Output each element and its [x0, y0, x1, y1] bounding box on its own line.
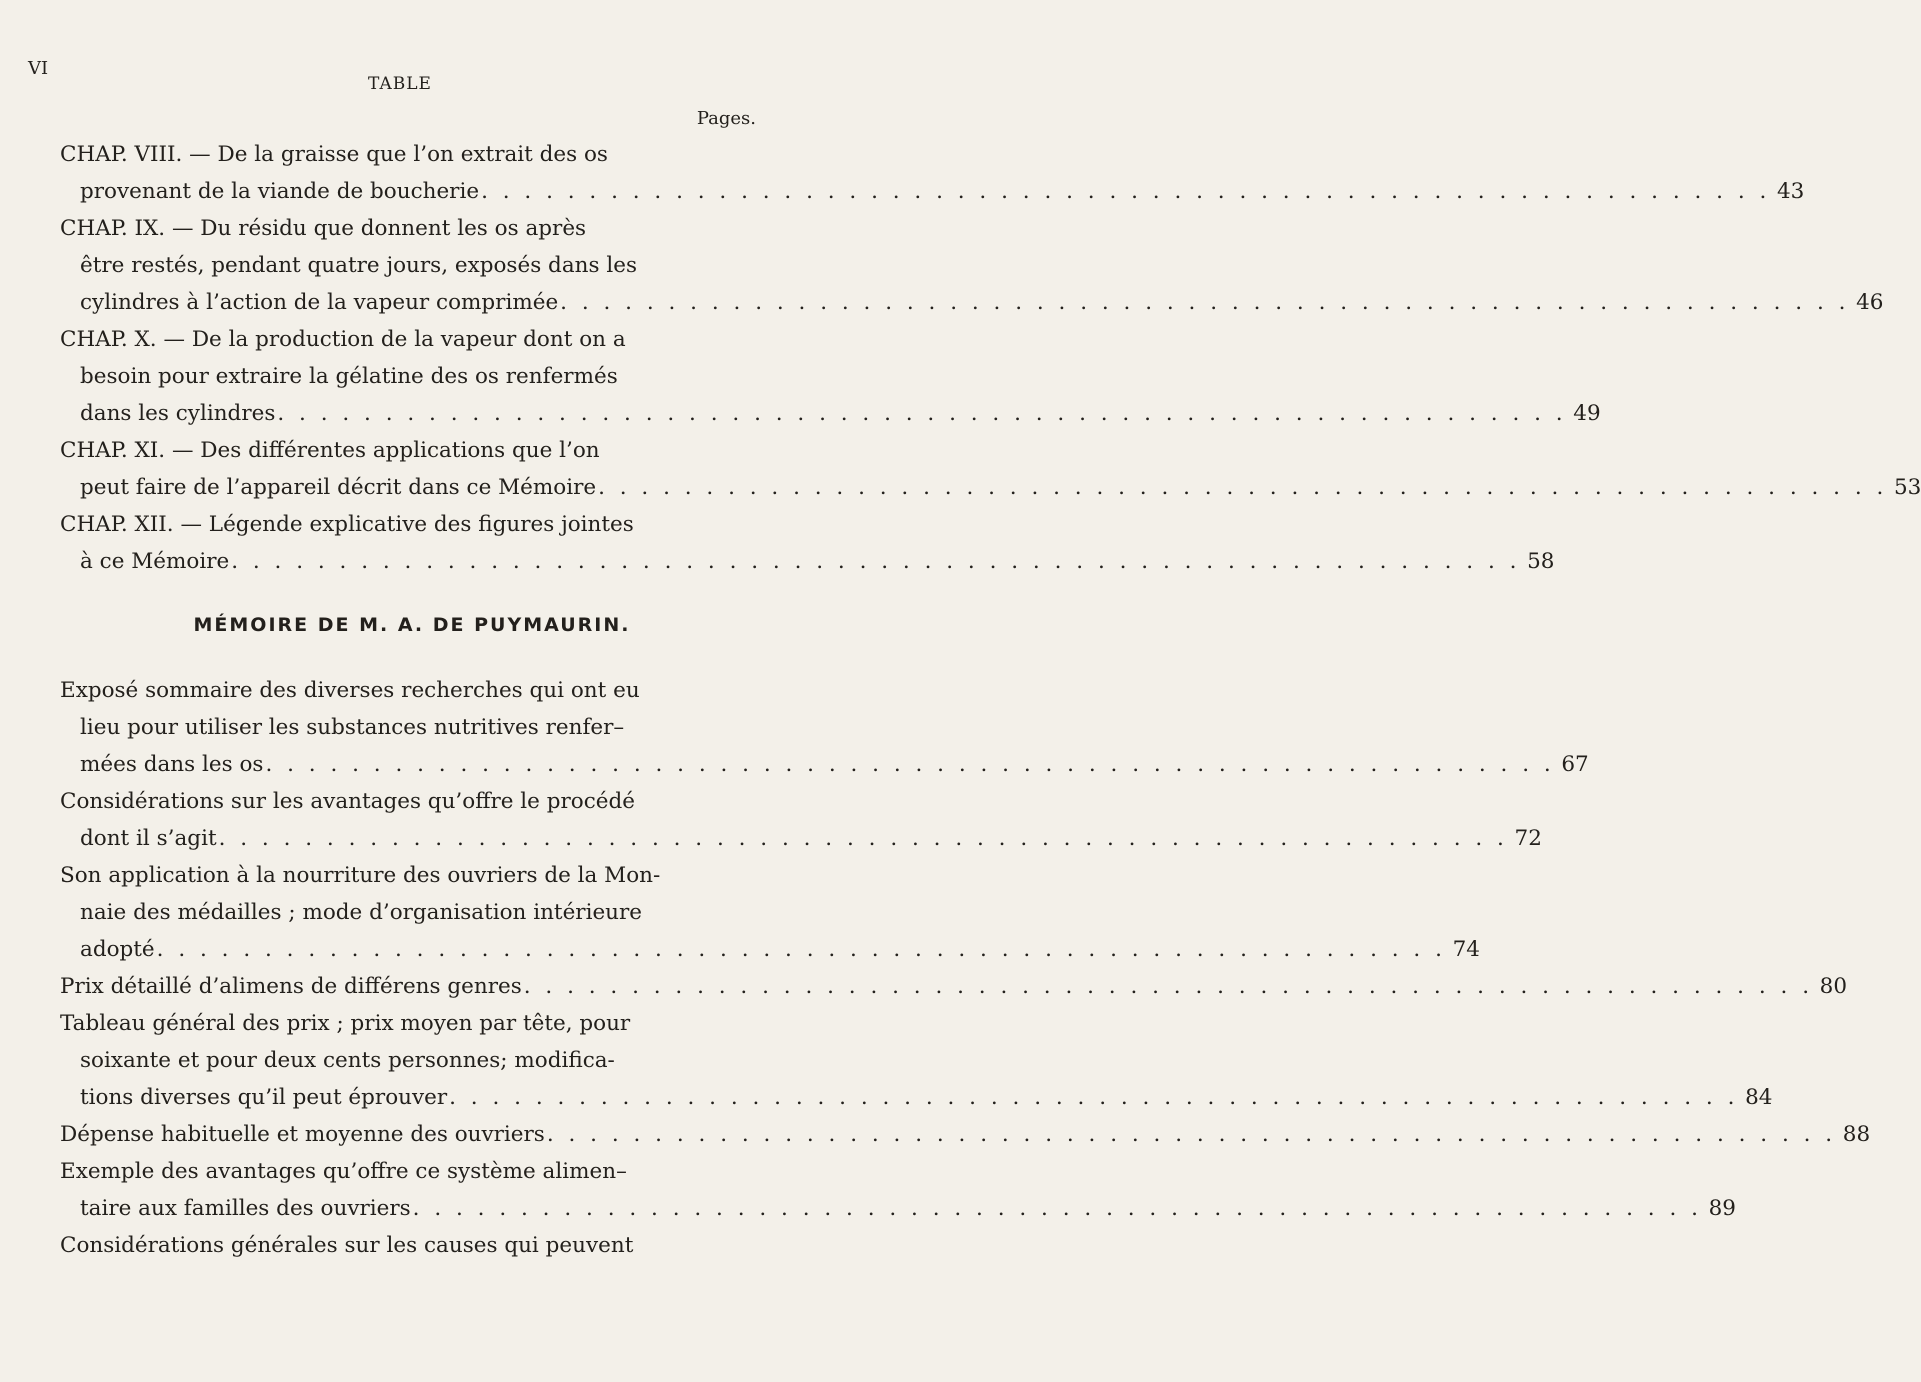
dot-leader: . . . . . . . . . . . . . . . . . . . . . . . . . . . . . . . . . . . . . . . . . . . . . . . . . . . . . . . . . . . . [598, 475, 1888, 500]
running-head: TABLE [368, 74, 432, 94]
toc-entry-text: taire aux familles des ouvriers [80, 1196, 411, 1221]
toc-entry [60, 321, 1601, 432]
dot-leader: . . . . . . . . . . . . . . . . . . . . . . . . . . . . . . . . . . . . . . . . . . . . . . . . . . . . . . . . . . . . [546, 1122, 1837, 1147]
toc-entry-text: à ce Mémoire [80, 549, 230, 574]
toc-entry-line: Exposé sommaire des diverses recherches qui ont eu [60, 678, 640, 703]
toc-entry-line: CHAP. X. — De la production de la vapeur dont on a [60, 327, 626, 352]
toc-entry [60, 1227, 764, 1264]
toc-entry-text: provenant de la viande de boucherie [80, 179, 480, 204]
toc-entry-text: dans les cylindres [80, 401, 276, 426]
toc-entry [60, 857, 1480, 968]
memoire-entry-list [60, 672, 1871, 1264]
pages-label: Pages. [696, 108, 756, 129]
toc-entry-last-line [60, 1116, 1871, 1153]
dot-leader: . . . . . . . . . . . . . . . . . . . . . . . . . . . . . . . . . . . . . . . . . . . . . . . . . . . . . . . . . . . . [412, 1196, 1702, 1221]
toc-entry-text: cylindres à l’action de la vapeur comprimée [80, 290, 559, 315]
dot-leader: . . . . . . . . . . . . . . . . . . . . . . . . . . . . . . . . . . . . . . . . . . . . . . . . . . . . . . . . . . . . [277, 401, 1567, 426]
dot-leader: . . . . . . . . . . . . . . . . . . . . . . . . . . . . . . . . . . . . . . . . . . . . . . . . . . . . . . . . . . . . [523, 974, 1814, 999]
toc-entry-line: lieu pour utiliser les substances nutritives renfer– [80, 715, 625, 740]
toc-entry-text: tions diverses qu’il peut éprouver [80, 1085, 448, 1110]
toc-page-number: 72 [1514, 826, 1542, 851]
toc-entry [60, 1005, 1773, 1116]
toc-entry-text: Dépense habituelle et moyenne des ouvriers [60, 1122, 545, 1147]
toc-entry-last-line [60, 469, 1921, 506]
toc-entry-line: Tableau général des prix ; prix moyen par tête, pour [60, 1011, 631, 1036]
toc-entry [60, 672, 1589, 783]
toc-entry-line: soixante et pour deux cents personnes; modifica- [80, 1048, 615, 1073]
toc-entry [60, 968, 1848, 1005]
toc-page-number: 46 [1856, 290, 1884, 315]
dot-leader: . . . . . . . . . . . . . . . . . . . . . . . . . . . . . . . . . . . . . . . . . . . . . . . . . . . . . . . . . . . . [481, 179, 1771, 204]
toc-page-number: 53 [1894, 475, 1921, 500]
page-number: VI [28, 58, 49, 79]
toc-entry [60, 210, 1884, 321]
toc-entry-last-line [60, 746, 1589, 783]
toc-entry-text: Prix détaillé d’alimens de différens genres [60, 974, 522, 999]
toc-entry-line: Son application à la nourriture des ouvriers de la Mon- [60, 863, 661, 888]
toc-entry-last-line [60, 284, 1884, 321]
toc-entry [60, 1116, 1871, 1153]
toc-entry-last-line [60, 543, 1555, 580]
toc-entry-text: peut faire de l’appareil décrit dans ce Mémoire [80, 475, 597, 500]
toc-entry-last-line [60, 820, 1542, 857]
toc-entry-text: adopté [80, 937, 155, 962]
toc-entry [60, 432, 1921, 506]
dot-leader: . . . . . . . . . . . . . . . . . . . . . . . . . . . . . . . . . . . . . . . . . . . . . . . . . . . . . . . . . . . . [218, 826, 1508, 851]
toc-page-number: 67 [1561, 752, 1589, 777]
dot-leader: . . . . . . . . . . . . . . . . . . . . . . . . . . . . . . . . . . . . . . . . . . . . . . . . . . . . . . . . . . . . [265, 752, 1555, 777]
toc-page-number: 58 [1527, 549, 1555, 574]
toc-entry-last-line [60, 173, 1805, 210]
dot-leader: . . . . . . . . . . . . . . . . . . . . . . . . . . . . . . . . . . . . . . . . . . . . . . . . . . . . . . . . . . . . [231, 549, 1521, 574]
toc-entry-line: CHAP. VIII. — De la graisse que l’on extrait des os [60, 142, 608, 167]
toc-entry-line: besoin pour extraire la gélatine des os renfermés [80, 364, 618, 389]
toc-entry-line: naie des médailles ; mode d’organisation intérieure [80, 900, 643, 925]
dot-leader: . . . . . . . . . . . . . . . . . . . . . . . . . . . . . . . . . . . . . . . . . . . . . . . . . . . . . . . . . . . . [449, 1085, 1739, 1110]
toc-entry-text: mées dans les os [80, 752, 264, 777]
toc-entry [60, 136, 1805, 210]
toc-entry-line: CHAP. IX. — Du résidu que donnent les os après [60, 216, 587, 241]
toc-page-number: 49 [1573, 401, 1601, 426]
table-of-contents [60, 136, 1921, 1264]
toc-entry-line: CHAP. XI. — Des différentes applications que l’on [60, 438, 600, 463]
toc-entry [60, 1153, 1736, 1227]
toc-page-number: 80 [1819, 974, 1848, 999]
toc-page-number: 88 [1842, 1122, 1871, 1147]
toc-entry-last-line [60, 395, 1601, 432]
toc-page-number: 84 [1745, 1085, 1773, 1110]
toc-entry-last-line [60, 931, 1480, 968]
toc-entry [60, 783, 1542, 857]
toc-entry-line: CHAP. XII. — Légende explicative des figures jointes [60, 512, 634, 537]
toc-entry-last-line [60, 968, 1848, 1005]
toc-entry-line: être restés, pendant quatre jours, exposés dans les [80, 253, 637, 278]
toc-entry-line: Considérations générales sur les causes qui peuvent [60, 1233, 634, 1258]
toc-entry-text: dont il s’agit [80, 826, 217, 851]
dot-leader: . . . . . . . . . . . . . . . . . . . . . . . . . . . . . . . . . . . . . . . . . . . . . . . . . . . . . . . . . . . . [156, 937, 1446, 962]
toc-entry [60, 506, 1555, 580]
toc-entry-last-line [60, 1190, 1736, 1227]
toc-page-number: 74 [1452, 937, 1480, 962]
dot-leader: . . . . . . . . . . . . . . . . . . . . . . . . . . . . . . . . . . . . . . . . . . . . . . . . . . . . . . . . . . . . [560, 290, 1850, 315]
toc-entry-last-line [60, 1079, 1773, 1116]
toc-page-number: 89 [1708, 1196, 1736, 1221]
toc-entry-line: Exemple des avantages qu’offre ce système alimen– [60, 1159, 627, 1184]
toc-entry-line: Considérations sur les avantages qu’offre le procédé [60, 789, 635, 814]
toc-page-number: 43 [1776, 179, 1805, 204]
chapter-list [60, 136, 1921, 580]
section-title: MÉMOIRE DE M. A. DE PUYMAURIN. [193, 614, 631, 636]
